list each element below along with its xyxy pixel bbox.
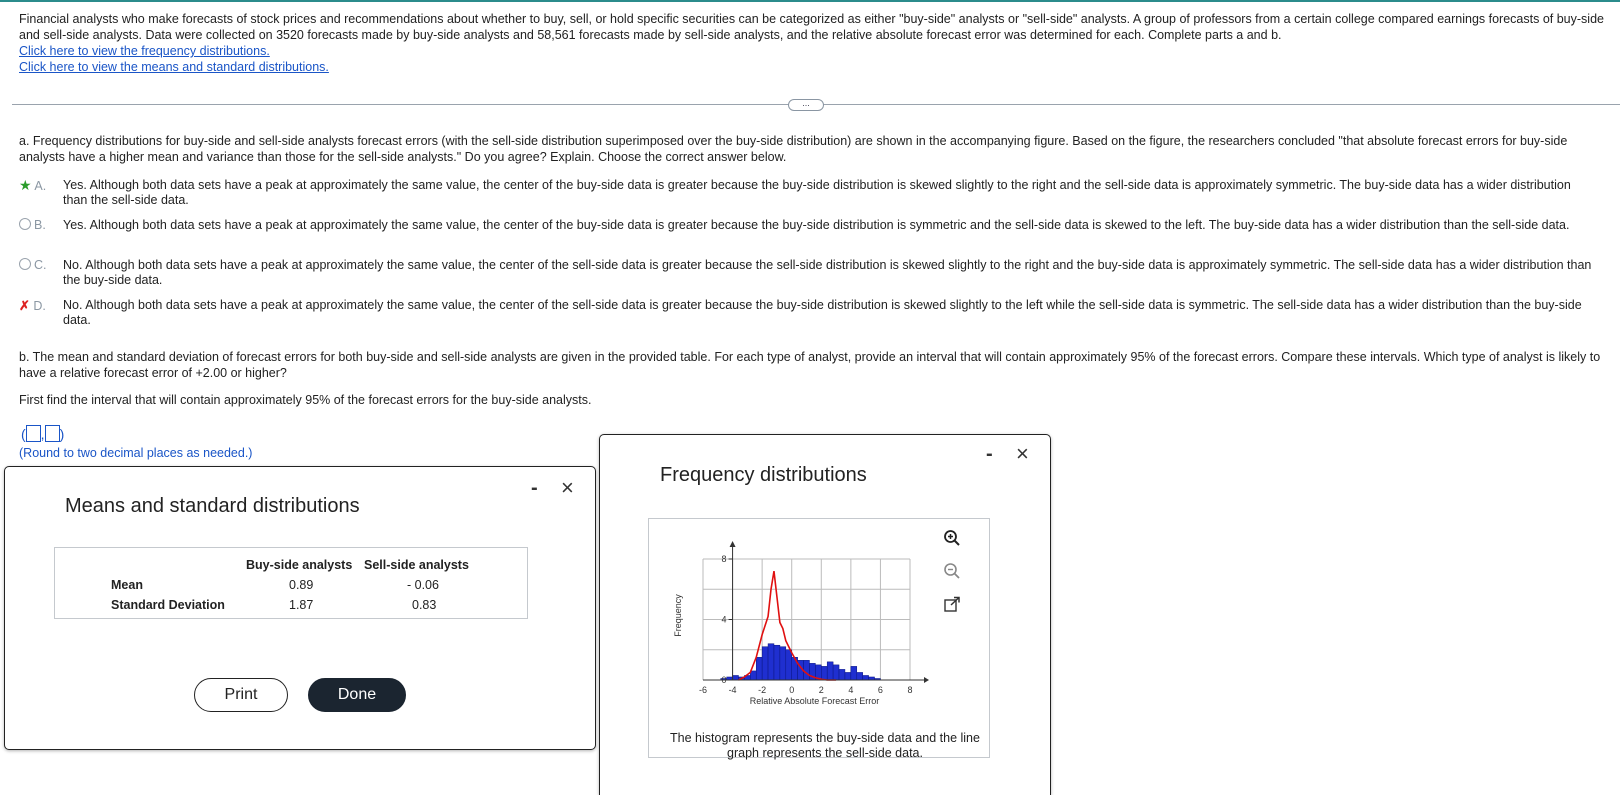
minimize-button[interactable]: - (531, 477, 538, 499)
y-axis-label: Frequency (673, 594, 683, 637)
histogram-bar (733, 675, 739, 680)
row-label-mean: Mean (111, 578, 143, 592)
histogram-bar (845, 672, 851, 680)
zoom-in-icon[interactable] (943, 529, 961, 547)
row-label-sd: Standard Deviation (111, 598, 225, 612)
option-c-text: No. Although both data sets have a peak at approximately the same value, the center of the sell-side data is greater because the sell-side distribution is skewed slightly to the right and the buy-side data is approximately symmetric. The sell-side data has a wider distribution than the buy-side data. (63, 258, 1592, 287)
x-tick-label: 0 (789, 685, 795, 695)
histogram-bar (863, 675, 869, 680)
buy-mean-value: 0.89 (289, 578, 314, 592)
chart-caption: The histogram represents the buy-side data and the line graph represents the sell-side data. (670, 731, 980, 760)
means-dialog (4, 466, 596, 750)
option-letter: C. (34, 258, 47, 272)
part-b-instruction: First find the interval that will contain approximately 95% of the forecast errors for the buy-side analysts. (19, 393, 592, 407)
histogram-bar (827, 662, 833, 680)
close-button[interactable]: × (1016, 441, 1029, 466)
part-a-question: a. Frequency distributions for buy-side and sell-side analysts forecast errors (with the sell-side distribution superimposed over the buy-side distribution) are shown in the accompanying figure. Based on the figure, the researchers concluded "that absolute forecast errors for buy-side analysts have a higher mean and variance than those for the sell-side analysts." Do you agree? Explain. Choose the correct answer below. (19, 134, 1568, 164)
part-b-question: b. The mean and standard deviation of forecast errors for both buy-side and sell-side analysts are given in the provided table. For each type of analyst, provide an interval that will contain approximately 95% of the forecast errors. Compare these intervals. Which type of analyst is likely to have a relative forecast error of +2.00 or higher? (19, 350, 1601, 380)
option-a-text: Yes. Although both data sets have a peak at approximately the same value, the center of the buy-side data is greater because the buy-side distribution is skewed slightly to the right and the sell-side data is approximately symmetric. The buy-side data has a wider distribution than the sell-side data. (63, 178, 1571, 207)
x-tick-label: 6 (877, 685, 883, 695)
interval-answer: ( , ) (21, 426, 65, 442)
option-letter: A. (34, 179, 47, 193)
expand-more-button[interactable]: ... (788, 99, 824, 111)
sell-mean-value: - 0.06 (407, 578, 439, 592)
x-tick-label: -4 (728, 685, 737, 695)
option-letter: B. (34, 218, 46, 232)
correct-star-icon: ★ (19, 177, 32, 193)
col-header-sell: Sell-side analysts (364, 558, 469, 572)
histogram-bar (786, 650, 792, 680)
minimize-button[interactable]: - (986, 443, 993, 465)
done-button[interactable]: Done (308, 678, 406, 712)
frequency-dialog-title: Frequency distributions (660, 464, 867, 486)
frequency-chart (649, 519, 989, 757)
histogram-bar (821, 666, 827, 680)
x-tick-label: 8 (907, 685, 913, 695)
x-axis-label: Relative Absolute Forecast Error (749, 696, 880, 706)
frequency-dialog (599, 434, 1051, 795)
histogram-bar (839, 669, 845, 680)
zoom-out-icon[interactable] (943, 562, 961, 580)
histogram-bar (756, 657, 762, 680)
means-distributions-link[interactable]: Click here to view the means and standard distributions. (19, 60, 329, 74)
y-tick-label: 4 (721, 614, 727, 625)
histogram-bar (851, 666, 857, 680)
histogram-bar (768, 644, 774, 680)
histogram-bar (804, 660, 810, 680)
histogram-bar (762, 647, 768, 680)
radio-icon[interactable] (19, 258, 31, 270)
top-accent-bar (0, 0, 1620, 2)
round-note: (Round to two decimal places as needed.) (19, 446, 253, 460)
buy-sd-value: 1.87 (289, 598, 314, 612)
option-d-text: No. Although both data sets have a peak at approximately the same value, the center of the sell-side data is greater because the buy-side distribution is skewed slightly to the left while the sell-side data is symmetric. The sell-side data has a wider distribution than the buy-side data. (63, 298, 1582, 327)
frequency-distributions-link[interactable]: Click here to view the frequency distributions. (19, 44, 270, 58)
means-dialog-title: Means and standard distributions (65, 495, 360, 517)
histogram-bar (780, 647, 786, 680)
sell-sd-value: 0.83 (412, 598, 437, 612)
intro-text: Financial analysts who make forecasts of stock prices and recommendations about whether to buy, sell, or hold specific securities can be categorized as either "buy-side" analysts or "sell-side" analysts. A group of professors from a certain college compared earnings forecasts of buy-side and sell-side analysts. Data were collected on 3520 forecasts made by buy-side analysts and 58,561 forecasts made by sell-side analysts, and the relative absolute forecast error was determined for each. Complete parts a and b. (19, 12, 1604, 42)
x-tick-label: 4 (848, 685, 854, 695)
histogram-bar (833, 665, 839, 680)
chart-container (648, 518, 990, 758)
x-tick-label: -2 (758, 685, 767, 695)
stats-table (54, 547, 528, 619)
histogram-bar (857, 672, 863, 680)
print-button[interactable]: Print (194, 678, 288, 712)
problem-intro (19, 11, 1614, 75)
upper-bound-input[interactable] (45, 425, 60, 442)
y-axis-arrow (730, 541, 736, 547)
x-axis-arrow (924, 677, 929, 683)
y-tick-label: 8 (721, 554, 727, 564)
x-tick-label: 2 (818, 685, 824, 695)
col-header-buy: Buy-side analysts (246, 558, 353, 572)
incorrect-x-icon: ✗ (19, 298, 30, 313)
lower-bound-input[interactable] (26, 425, 41, 442)
open-external-icon[interactable] (943, 596, 961, 614)
radio-icon[interactable] (19, 218, 31, 230)
option-letter: D. (33, 299, 46, 313)
y-tick-label: 0 (721, 675, 727, 685)
histogram-bar (774, 645, 780, 680)
x-tick-label: -6 (698, 685, 708, 695)
option-b-text: Yes. Although both data sets have a peak at approximately the same value, the center of the buy-side data is greater because the buy-side distribution is symmetric and the sell-side data is skewed to the left. The buy-side data has a wider distribution than the sell-side data. (63, 218, 1570, 232)
close-button[interactable]: × (561, 475, 574, 500)
